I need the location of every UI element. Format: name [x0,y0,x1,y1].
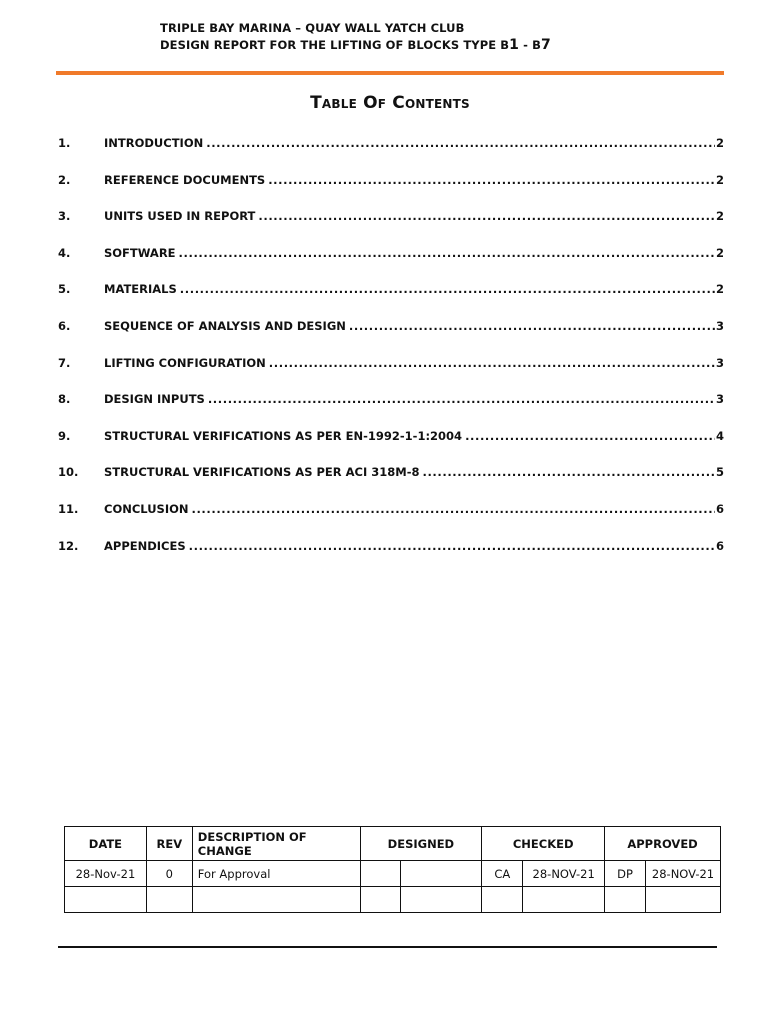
toc-entry-page: 2 [715,245,724,260]
checked-by: CA [482,861,523,887]
designed-by [360,861,401,887]
toc-entry-title: DESIGN INPUTS [104,392,205,407]
table-of-contents [58,136,724,575]
toc-entry-number: 10. [58,465,79,480]
toc-entry-title: MATERIALS [104,282,177,297]
toc-dot-leader [208,392,715,406]
toc-entry-number: 1. [58,136,71,150]
toc-entry[interactable] [58,173,724,210]
toc-dot-leader [189,539,715,553]
toc-entry-page: 3 [715,318,724,333]
toc-entry[interactable] [58,356,724,393]
toc-entry-number: 3. [58,209,71,224]
toc-entry[interactable] [58,465,724,502]
checked-by [482,887,523,913]
toc-entry-page: 2 [715,209,724,224]
header-block-end: 7 [540,37,551,53]
toc-entry-page: 2 [715,136,724,150]
toc-entry[interactable] [58,282,724,319]
column-header-designed: DESIGNED [360,827,482,861]
toc-entry[interactable] [58,246,724,283]
toc-entry-title: STRUCTURAL VERIFICATIONS AS PER ACI 318M-8 [104,465,420,480]
toc-entry-title: REFERENCE DOCUMENTS [104,172,266,187]
toc-entry[interactable] [58,392,724,429]
toc-entry-page: 4 [715,428,724,443]
designed-date [401,861,482,887]
toc-title: Table Of Contents [310,93,470,113]
column-header-description: DESCRIPTION OF CHANGE [192,827,360,861]
column-header-date: DATE [65,827,147,861]
toc-dot-leader [179,246,715,260]
toc-entry-number: 6. [58,318,71,333]
approved-by: DP [605,861,646,887]
toc-entry-title: APPENDICES [104,538,186,553]
toc-dot-leader [423,465,715,479]
revision-number: 0 [146,861,192,887]
toc-entry-page: 2 [715,282,724,297]
toc-entry-title: LIFTING CONFIGURATION [104,355,266,370]
toc-entry-number: 9. [58,428,71,443]
toc-entry-page: 3 [715,355,724,370]
revision-description [192,887,360,913]
document-header [160,20,551,54]
toc-dot-leader [258,209,715,223]
designed-by [360,887,401,913]
approved-date: 28-NOV-21 [646,861,721,887]
revision-row [65,861,721,887]
toc-entry-number: 11. [58,501,79,516]
revision-date: 28-Nov-21 [65,861,147,887]
toc-entry-title: SOFTWARE [104,245,176,260]
header-report-title-mid: - B [519,38,541,52]
toc-entry-page: 2 [715,172,724,187]
toc-entry-page: 3 [715,392,724,407]
header-report-title-prefix: DESIGN REPORT FOR THE LIFTING OF BLOCKS TYPE B [160,38,510,52]
approved-by [605,887,646,913]
toc-entry-title: STRUCTURAL VERIFICATIONS AS PER EN-1992-1-1:2004 [104,428,463,443]
column-header-approved: APPROVED [605,827,721,861]
toc-entry-title: INTRODUCTION [104,136,204,150]
toc-entry-page: 6 [715,501,724,516]
toc-entry-number: 7. [58,355,71,370]
revision-date [65,887,147,913]
toc-dot-leader [192,502,715,516]
toc-dot-leader [269,356,715,370]
header-project-title: TRIPLE BAY MARINA – QUAY WALL YATCH CLUB [160,21,465,35]
column-header-checked: CHECKED [482,827,605,861]
toc-entry[interactable] [58,136,724,173]
toc-entry-number: 8. [58,392,71,407]
approved-date [646,887,721,913]
toc-entry-title: CONCLUSION [104,501,189,516]
toc-entry-page: 5 [715,465,724,480]
toc-dot-leader [206,136,715,150]
toc-entry[interactable] [58,209,724,246]
revision-description: For Approval [192,861,360,887]
revision-table [64,826,721,913]
checked-date: 28-NOV-21 [523,861,605,887]
revision-row [65,887,721,913]
toc-entry[interactable] [58,429,724,466]
toc-dot-leader [180,282,715,296]
toc-entry-number: 12. [58,538,79,553]
revision-number [146,887,192,913]
checked-date [523,887,605,913]
toc-entry-title: UNITS USED IN REPORT [104,209,256,224]
column-header-rev: REV [146,827,192,861]
toc-dot-leader [465,429,715,443]
revision-table-header-row [65,827,721,861]
toc-entry-number: 2. [58,172,71,187]
header-divider [56,71,724,75]
header-block-start: 1 [509,37,520,53]
toc-entry-number: 4. [58,245,71,260]
toc-entry[interactable] [58,539,724,576]
toc-entry[interactable] [58,502,724,539]
toc-entry-page: 6 [715,538,724,553]
header-report-title [160,37,551,54]
footer-divider [58,946,717,948]
designed-date [401,887,482,913]
toc-dot-leader [268,173,715,187]
toc-entry-number: 5. [58,282,71,297]
toc-entry-title: SEQUENCE OF ANALYSIS AND DESIGN [104,318,346,333]
toc-entry[interactable] [58,319,724,356]
toc-dot-leader [349,319,715,333]
